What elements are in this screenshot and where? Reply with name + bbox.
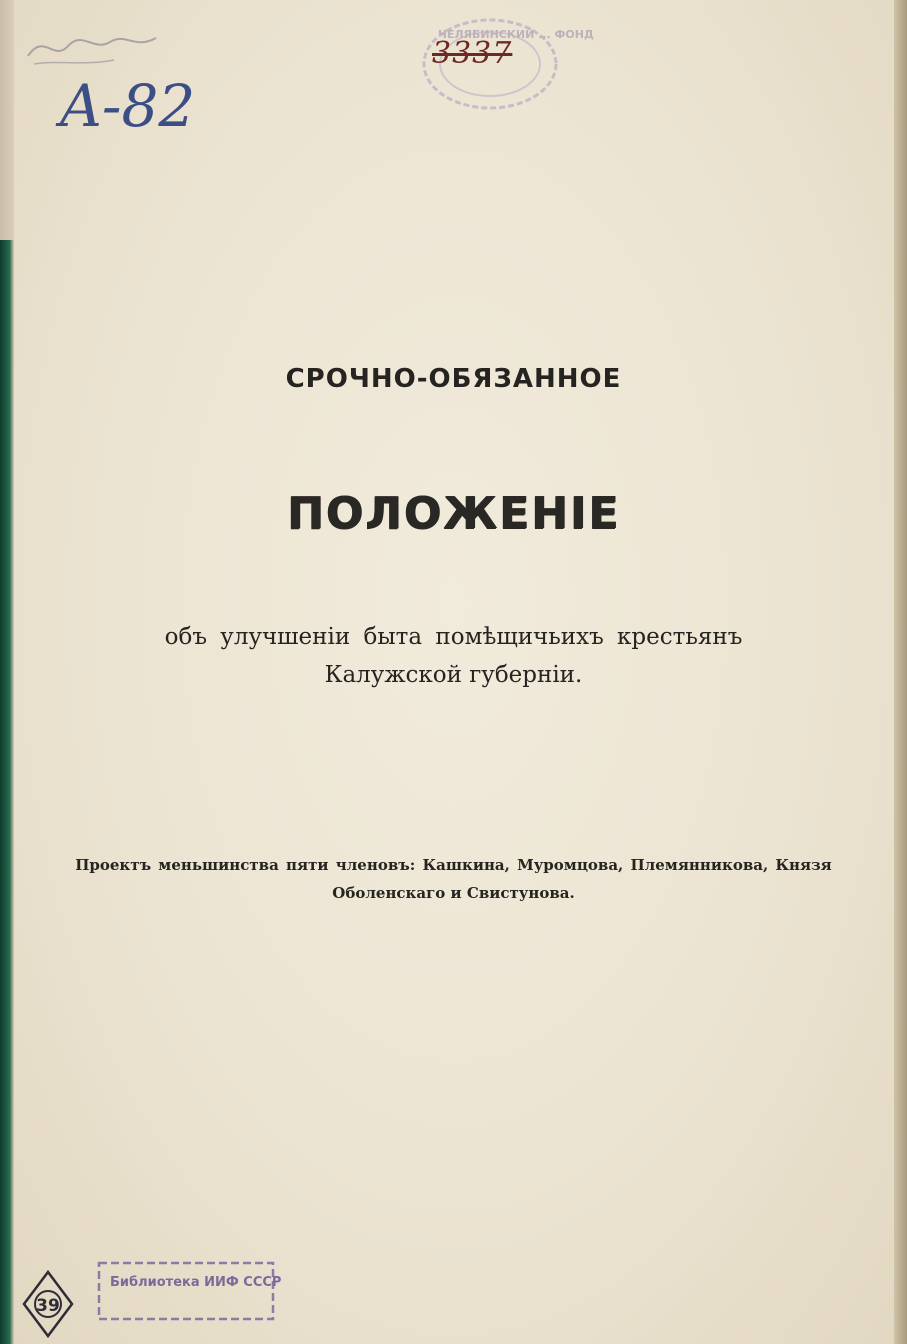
top-stamp-text: ЧЕЛЯБИНСКИЙ ... ФОНД [438, 28, 594, 41]
project-line-1: Проектъ меньшинства пяти членовъ: Кашкина, Муромцова, Племянникова, Князя [75, 856, 832, 874]
library-stamp [96, 1260, 282, 1322]
handwritten-code [56, 62, 196, 146]
subtitle-line-1: объ улучшеніи быта помѣщичьихъ крестьянъ [164, 624, 743, 650]
diamond-number: 39 [36, 1296, 60, 1316]
title-line-1: СРОЧНО-ОБЯЗАННОЕ [285, 364, 622, 394]
handwritten-code-text: A-82 [60, 72, 196, 140]
shelfmark-number: 3337 [432, 36, 513, 71]
spine-top-edge [0, 0, 14, 240]
subtitle-line-2: Калужской губерніи. [324, 662, 583, 688]
diamond-stamp [22, 1270, 74, 1338]
title-line-2: ПОЛОЖЕНІЕ [286, 488, 621, 539]
library-stamp-text: Библиотека ИИФ СССР [110, 1275, 282, 1290]
project-line-2: Оболенскаго и Свистунова. [332, 884, 575, 902]
